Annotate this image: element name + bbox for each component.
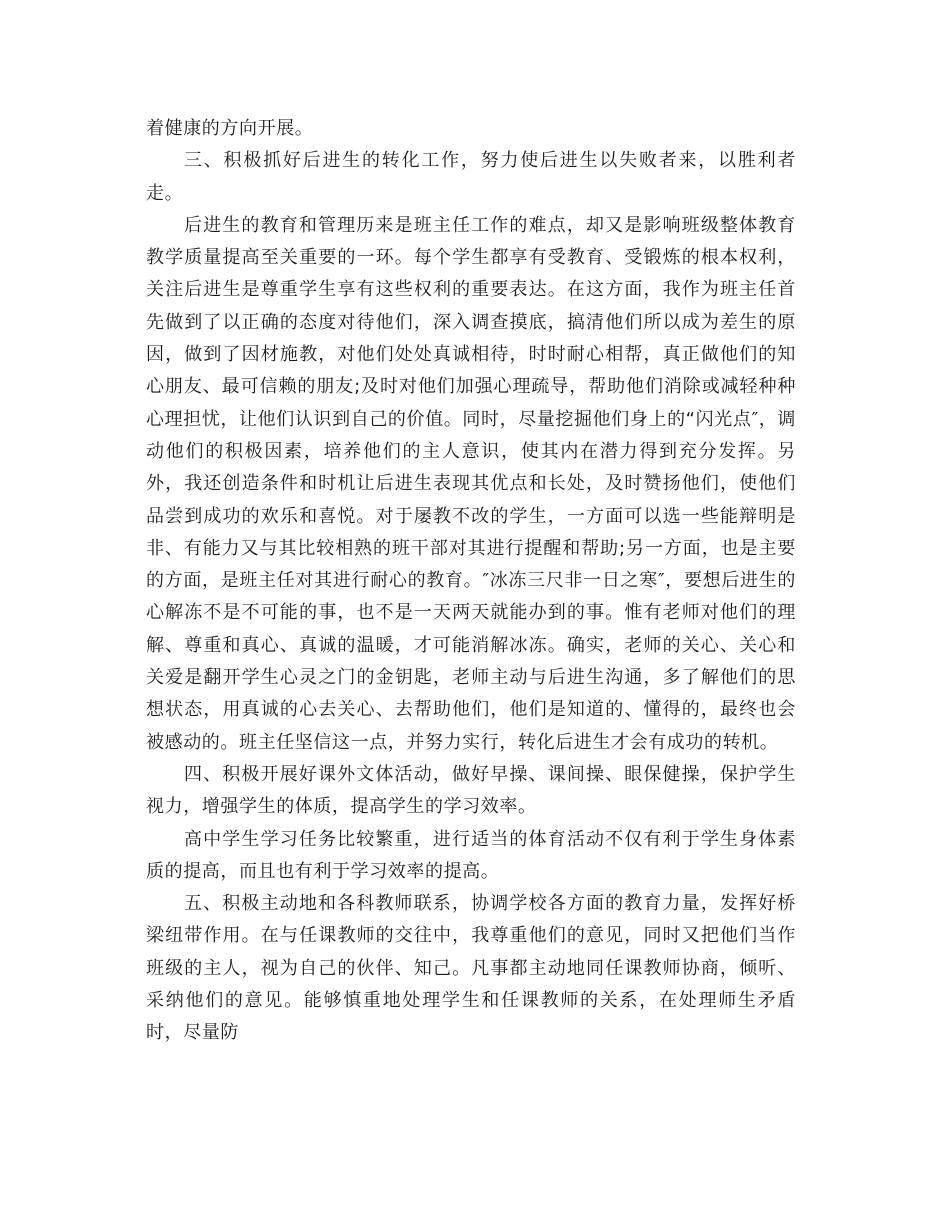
heading-item-three: 三、积极抓好后进生的转化工作，努力使后进生以失败者来，以胜利者走。	[146, 150, 796, 204]
paragraph-underachievers: 后进生的教育和管理历来是班主任工作的难点，却又是影响班级整体教育教学质量提高至关重要的一环。每个学生都享有受教育、受锻炼的根本权利，关注后进生是尊重学生享有这些权利的重要表达。在这方面，我作为班主任首先做到了以正确的态度对待他们，深入调查摸底，搞清他们所以成为差生的原因，做到了因材施教，对他们处处真诚相待，时时耐心相帮，真正做他们的知心朋友、最可信赖的朋友;及时对他们加强心理疏导，帮助他们消除或减轻种种心理担忧，让他们认识到自己的价值。同时，尽量挖掘他们身上的“闪光点″，调动他们的积极因素，培养他们的主人意识，使其内在潜力得到充分发挥。另外，我还创造条件和时机让后进生表现其优点和长处，及时赞扬他们，使他们品尝到成功的欢乐和喜悦。对于屡教不改的学生，一方面可以选一些能辩明是非、有能力又与其比较相熟的班干部对其进行提醒和帮助;另一方面，也是主要的方面，是班主任对其进行耐心的教育。″冰冻三尺非一日之寒″，要想后进生的心解冻不是不可能的事，也不是一天两天就能办到的事。惟有老师对他们的理解、尊重和真心、真诚的温暖，才可能消解冰冻。确实，老师的关心、关心和关爱是翻开学生心灵之门的金钥匙，老师主动与后进生沟通，多了解他们的思想状态，用真诚的心去关心、去帮助他们，他们是知道的、懂得的，最终也会被感动的。班主任坚信这一点，并努力实行，转化后进生才会有成功的转机。	[146, 214, 796, 753]
heading-item-five: 五、积极主动地和各科教师联系，协调学校各方面的教育力量，发挥好桥梁纽带作用。在与任课教师的交往中，我尊重他们的意见，同时又把他们当作班级的主人，视为自己的伙伴、知己。凡事都主动地同任课教师协商，倾听、采纳他们的意见。能够慎重地处理学生和任课教师的关系，在处理师生矛盾时，尽量防	[146, 893, 796, 1044]
document-body	[146, 113, 796, 1050]
heading-item-four: 四、积极开展好课外文体活动，做好早操、课间操、眼保健操，保护学生视力，增强学生的体质，提高学生的学习效率。	[146, 763, 796, 818]
paragraph-sports: 高中学生学习任务比较繁重，进行适当的体育活动不仅有利于学生身体素质的提高，而且也有利于学习效率的提高。	[146, 828, 796, 882]
paragraph-continuation: 着健康的方向开展。	[146, 118, 314, 139]
